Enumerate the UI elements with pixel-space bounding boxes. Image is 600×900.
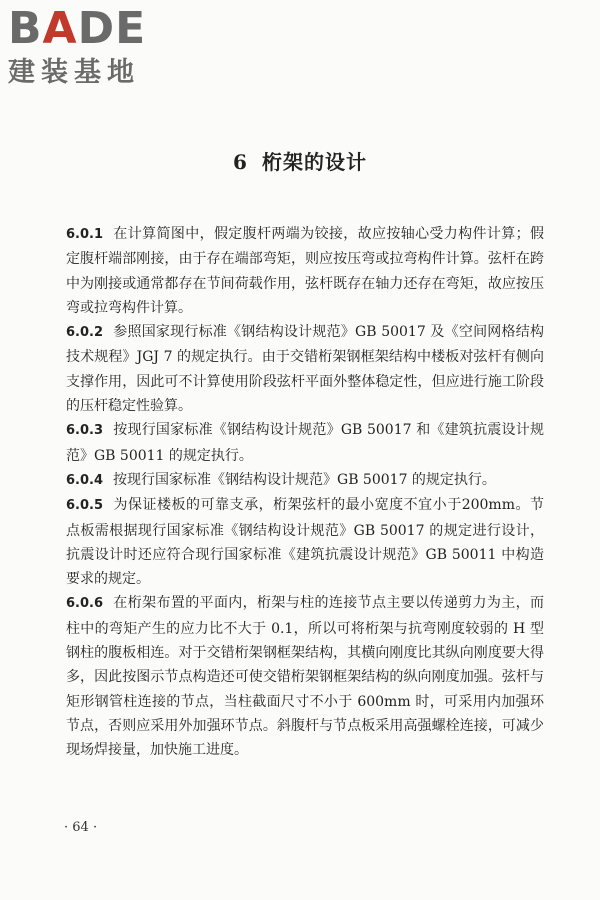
page-number: · 64 · xyxy=(64,820,98,835)
clause-text: 参照国家现行标准《钢结构设计规范》GB 50017 及《空间网格结构技术规程》JGJ 7 的规定执行。由于交错桁架钢框架结构中楼板对弦杆有侧向支撑作用，因此可不计算使用阶段弦杆平面外整体稳定性，但应进行施工阶段的压杆稳定性验算。 xyxy=(66,324,544,415)
clause-text: 为保证楼板的可靠支承，桁架弦杆的最小宽度不宜小于200mm。节点板需根据现行国家标准《钢结构设计规范》GB 50017 的规定进行设计，抗震设计时还应符合现行国家标准《建筑抗震设计规范》GB 50011 中构造要求的规定。 xyxy=(66,497,544,588)
chapter-heading xyxy=(0,146,600,175)
logo-latin-accent: A xyxy=(42,3,78,54)
clause-6-0-5 xyxy=(66,493,544,591)
clause-text: 在桁架布置的平面内，桁架与柱的连接节点主要以传递剪力为主，而柱中的弯矩产生的应力比不大于 0.1，所以可将桁架与抗弯刚度较弱的 H 型钢柱的腹板相连。对于交错桁架钢框架结构，其横向刚度比其纵向刚度要大得多，因此按图示节点构造还可使交错桁架钢框架结构的纵向刚度加强。弦杆与矩形钢管柱连接的节点，当柱截面尺寸不小于 600mm 时，可采用内加强环节点，否则应采用外加强环节点。斜腹杆与节点板采用高强螺栓连接，可减少现场焊接量，加快施工进度。 xyxy=(66,595,544,759)
clause-6-0-4 xyxy=(66,468,544,493)
clause-number: 6.0.4 xyxy=(66,472,104,488)
clause-number: 6.0.6 xyxy=(66,596,104,612)
logo-latin-text xyxy=(8,4,146,54)
logo-latin-left: B xyxy=(8,3,43,54)
clause-6-0-2 xyxy=(66,320,544,418)
clause-list xyxy=(66,222,544,763)
chapter-number: 6 xyxy=(233,150,248,174)
clause-number: 6.0.2 xyxy=(66,325,104,341)
bade-logo xyxy=(8,4,146,88)
clause-text: 按现行国家标准《钢结构设计规范》GB 50017 的规定执行。 xyxy=(113,471,496,488)
clause-number: 6.0.5 xyxy=(66,498,104,514)
chapter-title: 桁架的设计 xyxy=(261,150,367,174)
clause-6-0-1 xyxy=(66,222,544,320)
clause-text: 在计算简图中，假定腹杆两端为铰接，故应按轴心受力构件计算；假定腹杆端部刚接，由于存在端部弯矩，则应按压弯或拉弯构件计算。弦杆在跨中为刚接或通常都存在节间荷载作用，弦杆既存在轴力还存在弯矩，故应按压弯或拉弯构件计算。 xyxy=(66,226,544,316)
clause-number: 6.0.1 xyxy=(66,227,104,242)
clause-6-0-6 xyxy=(66,591,544,762)
clause-number: 6.0.3 xyxy=(66,423,104,439)
clause-6-0-3 xyxy=(66,418,544,468)
clause-text: 按现行国家标准《钢结构设计规范》GB 50017 和《建筑抗震设计规范》GB 50011 的规定执行。 xyxy=(66,422,544,464)
logo-latin-right: DE xyxy=(77,3,147,54)
logo-chinese-text: 建装基地 xyxy=(8,57,140,88)
